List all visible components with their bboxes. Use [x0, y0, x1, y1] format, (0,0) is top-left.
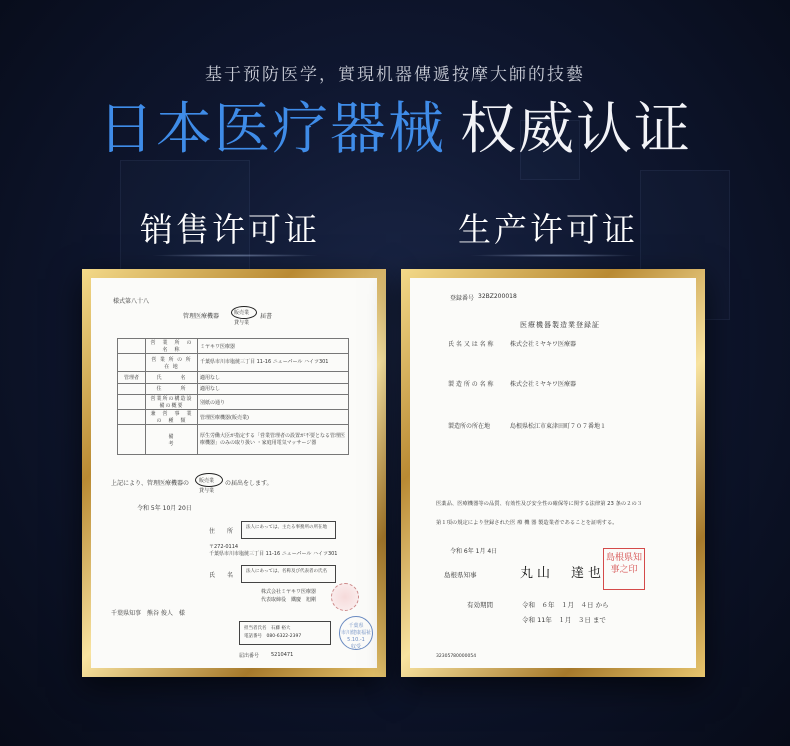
table-row	[118, 410, 349, 425]
row-label: 営 業 所 の 名 称	[146, 339, 198, 354]
page-title	[0, 98, 790, 162]
row-section	[118, 410, 146, 425]
company-seal	[331, 583, 359, 611]
label-underline-glow	[468, 254, 638, 257]
row-value: 株式会社ミヤキワ医療器	[510, 341, 577, 348]
stamp-line: 千葉県	[348, 623, 364, 629]
cert-heading: 医療機器製造業登録証	[520, 321, 600, 329]
cert-heading-post: 届書	[260, 313, 273, 320]
name-note: 法人にあっては、名称及び代表者の氏名	[241, 565, 336, 583]
cert-heading-circle: 販売業	[234, 310, 250, 316]
table-row	[118, 383, 349, 395]
statement-pre: 上記により、管理医療機器の	[111, 480, 190, 487]
row-label: 営 業 所 の 所 在 地	[146, 354, 198, 372]
table-row	[118, 395, 349, 410]
issue-date: 令和 6年 1月 4日	[450, 548, 498, 555]
valid-from: 令和 ６年 １月 ４日 から	[522, 601, 609, 609]
row-section	[118, 383, 146, 395]
title-highlight: 日本医疗器械	[98, 97, 446, 162]
production-certificate	[410, 278, 696, 668]
addressee: 千葉県知事 熊谷 俊人 様	[111, 610, 185, 617]
body-text: 第１項の規定により登録された医 療 機 器 製造業者であることを証明する。	[436, 520, 618, 526]
statement-circle: 販売業	[199, 478, 215, 484]
row-section	[118, 395, 146, 410]
row-label: 営業所の構造設備の概要	[146, 395, 198, 410]
applicant-address: 千葉県市川市塩焼三丁目 11-16 ニューパール ハイツ301	[209, 551, 338, 557]
registration-number: 32BZ200018	[478, 293, 517, 300]
address-label: 住 所	[209, 528, 234, 535]
row-value: 管理医療機器(販売業)	[198, 410, 349, 425]
statement-post: の届出をします。	[225, 480, 273, 487]
row-value: ミヤキワ医療器	[198, 339, 349, 354]
sales-info-table	[117, 338, 349, 455]
stamp-line: 収受	[350, 644, 361, 650]
footer-number: 32305780000054	[436, 654, 477, 659]
postal-code: 〒272-0114	[209, 544, 239, 550]
statement-alt: 貸与業	[199, 488, 215, 494]
page-subtitle: 基于预防医学，實現机器傳遞按摩大師的技藝	[205, 65, 585, 85]
address-note: 法人にあっては、主たる事務所の所在地	[241, 521, 336, 539]
representative: 代表取締役 鐵慶 旭剛	[261, 597, 317, 603]
table-row	[118, 425, 349, 455]
row-value: 適用なし	[198, 372, 349, 384]
company-name: 株式会社ミヤキワ医療器	[261, 589, 317, 595]
sales-certificate-frame	[82, 269, 386, 677]
valid-to: 令和 11年 １月 ３日 まで	[522, 616, 606, 624]
row-value: 適用なし	[198, 383, 349, 395]
sales-certificate	[91, 278, 377, 668]
issuer: 島根県知事	[444, 571, 477, 579]
name-label: 氏 名	[209, 572, 234, 579]
row-label: 製造所の所在地	[448, 423, 491, 430]
row-section	[118, 339, 146, 354]
label-underline-glow	[150, 254, 320, 257]
production-certificate-frame	[401, 269, 705, 677]
body-text: 医薬品、医療機器等の品質、有効性及び安全性の確保等に関する法律第 23 条の２の３	[436, 501, 643, 507]
contact-box	[239, 621, 331, 645]
row-label: 住 所	[146, 383, 198, 395]
row-value: 千葉県市川市塩焼三丁目 11-16 ニューパール ハイツ301	[198, 354, 349, 372]
receipt-label: 届出番号	[239, 653, 260, 659]
cert-heading-pre: 管理医療機器	[183, 313, 220, 320]
sales-license-label: 销售许可证	[140, 210, 320, 249]
form-number: 様式第八十八	[113, 298, 150, 305]
stamp-line: 5.10.-1	[347, 637, 365, 643]
table-row	[118, 372, 349, 384]
table-row	[118, 339, 349, 354]
row-value: 株式会社ミヤキワ医療器	[510, 381, 577, 388]
table-row	[118, 354, 349, 372]
contact-phone: 電話番号 080-6322-2397	[244, 634, 302, 639]
row-label: 氏 名	[146, 372, 198, 384]
contact-person: 担当者氏名 石藤 裕大	[244, 626, 291, 631]
submission-date: 令和 5年 10月 20日	[137, 505, 192, 512]
row-label: 製 造 所 の 名 称	[448, 381, 494, 388]
stamp-line: 市川健康福祉	[340, 630, 371, 636]
row-label: 兼 営 事 業 の 種 類	[146, 410, 198, 425]
issuer-signature: 丸山 達也	[520, 566, 606, 581]
title-rest: 权威认证	[460, 97, 692, 162]
row-section	[118, 354, 146, 372]
row-label: 氏 名 又 は 名 称	[448, 341, 494, 348]
row-value: 別紙の通り	[198, 395, 349, 410]
registration-label: 登録番号	[450, 295, 475, 302]
row-label: 備 考	[146, 425, 198, 455]
receipt-stamp	[339, 616, 373, 650]
row-section: 管理者	[118, 372, 146, 384]
receipt-number: 5210471	[271, 652, 294, 658]
production-license-label: 生产许可证	[458, 210, 638, 249]
row-value: 島根県松江市東津田町７０７番地１	[510, 423, 607, 430]
row-section	[118, 425, 146, 455]
cert-heading-alt: 貸与業	[234, 320, 250, 326]
row-value: 厚生労働大臣が指定する「営業管理者の設置が不要となる管理医療機器」のみの取り扱い ・家庭用電気マッサージ器	[198, 425, 349, 455]
validity-label: 有効期間	[467, 601, 493, 609]
official-seal: 島根県知事之印	[603, 548, 645, 590]
